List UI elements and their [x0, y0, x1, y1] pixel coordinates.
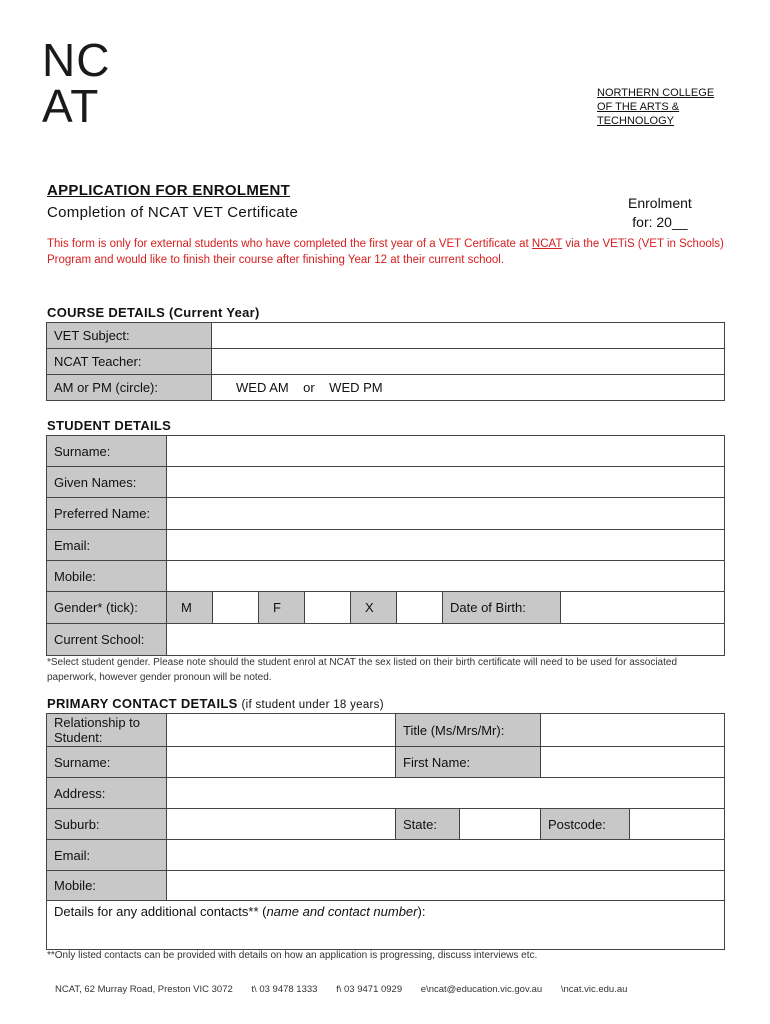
college-name [597, 86, 714, 128]
footer-address: NCAT, 62 Murray Road, Preston VIC 3072 [55, 984, 233, 995]
contacts-note: **Only listed contacts can be provided with details on how an application is progressing, discuss interviews etc. [47, 950, 538, 961]
additional-contacts-field[interactable] [47, 901, 725, 950]
gender-m-checkbox[interactable] [213, 592, 259, 624]
given-names-field[interactable] [167, 467, 725, 498]
ncat-teacher-field[interactable] [212, 349, 725, 375]
footer-web[interactable]: \ncat.vic.edu.au [560, 984, 628, 995]
mobile-field[interactable] [167, 561, 725, 592]
college-line-2: OF THE ARTS & [597, 101, 680, 113]
contact-heading-text: PRIMARY CONTACT DETAILS [47, 696, 238, 711]
surname-field[interactable] [167, 436, 725, 467]
form-title: APPLICATION FOR ENROLMENT [47, 182, 291, 199]
preferred-name-label: Preferred Name: [47, 498, 167, 530]
gender-x-checkbox[interactable] [397, 592, 443, 624]
contact-heading [47, 696, 384, 711]
intro-text [47, 236, 727, 268]
address-label: Address: [47, 778, 167, 809]
footer-fax: f\ 03 9471 0929 [336, 984, 403, 995]
contact-surname-label: Surname: [47, 747, 167, 778]
intro-part-2: via the VETiS (VET in Schools) Program and would like to finish their course after finishing Year 12 at their current school. [47, 238, 724, 266]
title-field[interactable] [541, 714, 725, 747]
footer-phone: t\ 03 9478 1333 [251, 984, 318, 995]
logo-line-2: AT [42, 80, 100, 132]
mobile-label: Mobile: [47, 561, 167, 592]
footer [55, 984, 643, 995]
postcode-label: Postcode: [541, 809, 630, 840]
contact-mobile-label: Mobile: [47, 871, 167, 901]
student-heading-text: STUDENT DETAILS [47, 418, 172, 433]
gender-f-label: F [259, 592, 305, 624]
suburb-field[interactable] [167, 809, 396, 840]
form-subtitle: Completion of NCAT VET Certificate [47, 204, 299, 221]
dob-label: Date of Birth: [443, 592, 561, 624]
student-table [46, 435, 725, 656]
additional-label-italic: name and contact number [266, 904, 418, 919]
contact-heading-sub: (if student under 18 years) [241, 699, 384, 711]
title-label: Title (Ms/Mrs/Mr): [396, 714, 541, 747]
ampm-options[interactable]: WED AM or WED PM [212, 375, 725, 401]
dob-field[interactable] [561, 592, 725, 624]
gender-label: Gender* (tick): [47, 592, 167, 624]
footer-email[interactable]: e\ncat@education.vic.gov.au [420, 984, 543, 995]
additional-label-end: ): [417, 904, 426, 919]
given-names-label: Given Names: [47, 467, 167, 498]
contact-email-field[interactable] [167, 840, 725, 871]
ncat-link[interactable]: NCAT [531, 238, 563, 250]
additional-label: Details for any additional contacts** ( [54, 904, 267, 919]
email-field[interactable] [167, 530, 725, 561]
gender-m-label: M [167, 592, 213, 624]
enrolment-line-1: Enrolment [628, 195, 692, 211]
ampm-label: AM or PM (circle): [47, 375, 212, 401]
gender-x-label: X [351, 592, 397, 624]
college-line-3: TECHNOLOGY [597, 115, 675, 127]
first-name-field[interactable] [541, 747, 725, 778]
preferred-name-field[interactable] [167, 498, 725, 530]
state-field[interactable] [460, 809, 541, 840]
contact-email-label: Email: [47, 840, 167, 871]
vet-subject-label: VET Subject: [47, 323, 212, 349]
first-name-label: First Name: [396, 747, 541, 778]
postcode-field[interactable] [630, 809, 725, 840]
suburb-label: Suburb: [47, 809, 167, 840]
ncat-logo [42, 34, 132, 132]
current-school-label: Current School: [47, 624, 167, 656]
contact-table [46, 713, 725, 950]
course-heading [47, 305, 260, 320]
vet-subject-field[interactable] [212, 323, 725, 349]
relationship-field[interactable] [167, 714, 396, 747]
ncat-teacher-label: NCAT Teacher: [47, 349, 212, 375]
enrolment-line-2: for: 20__ [632, 214, 688, 230]
surname-label: Surname: [47, 436, 167, 467]
email-label: Email: [47, 530, 167, 561]
student-heading [47, 418, 171, 433]
contact-mobile-field[interactable] [167, 871, 725, 901]
relationship-label: Relationship to Student: [47, 714, 167, 747]
course-heading-text: COURSE DETAILS (Current Year) [47, 305, 260, 320]
gender-f-checkbox[interactable] [305, 592, 351, 624]
college-line-1: NORTHERN COLLEGE [597, 87, 715, 99]
contact-surname-field[interactable] [167, 747, 396, 778]
state-label: State: [396, 809, 460, 840]
logo-line-1: NC [42, 34, 111, 86]
course-table [46, 322, 725, 401]
enrolment-year [628, 194, 692, 232]
intro-part-1: This form is only for external students who have completed the first year of a VET Certificate at [47, 238, 532, 250]
gender-note: *Select student gender. Please note should the student enrol at NCAT the sex listed on their birth certificate will need to be used for associated paperwork, however gender pronoun will be noted. [47, 657, 678, 683]
address-field[interactable] [167, 778, 725, 809]
current-school-field[interactable] [167, 624, 725, 656]
